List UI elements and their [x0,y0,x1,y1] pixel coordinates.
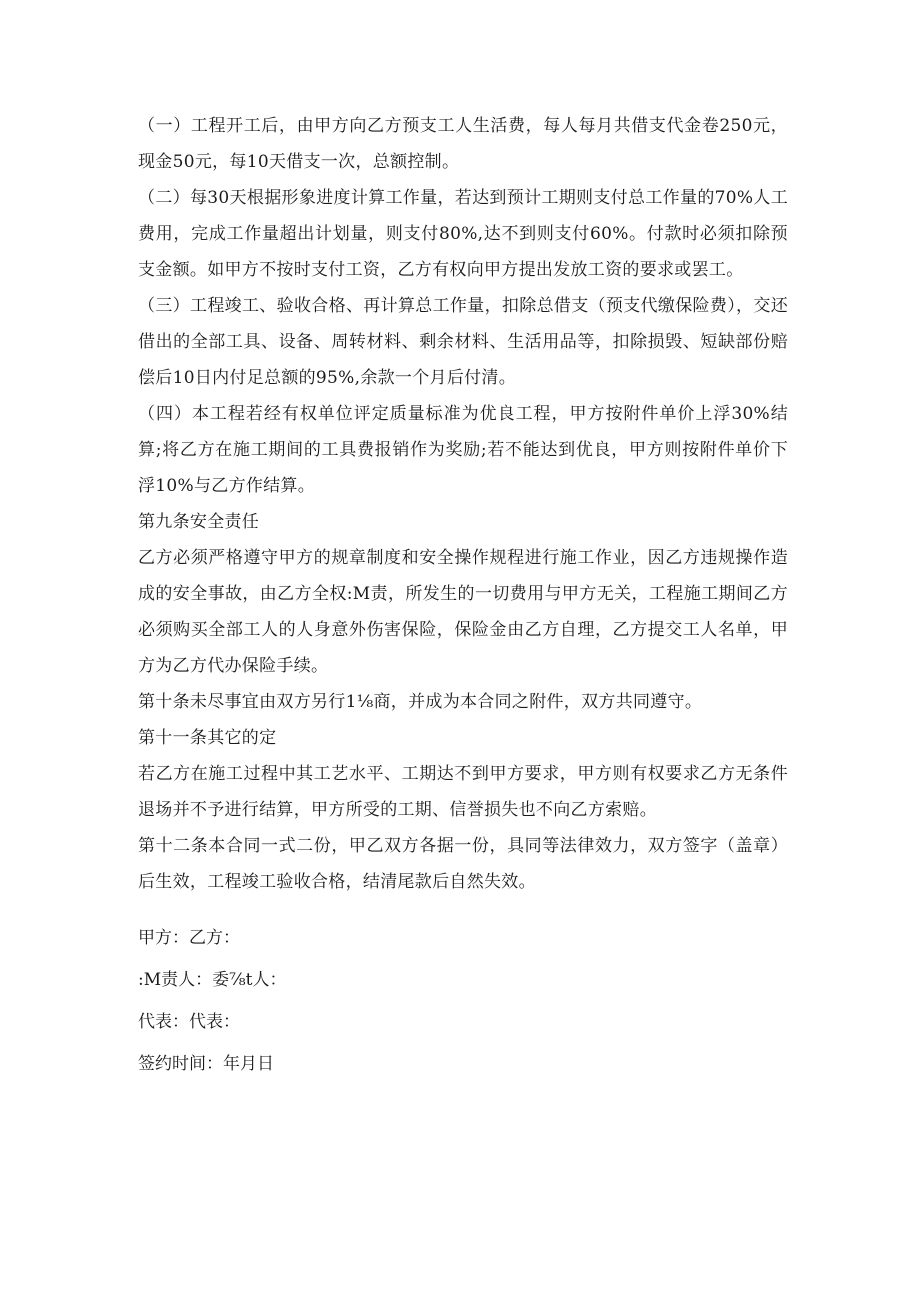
signature-representatives: 代表：代表： [138,1012,240,1032]
paragraph-quality-bonus: （四）本工程若经有权单位评定质量标准为优良工程，甲方按附件单价上浮30%结算;将乙方在施工期间的工具费报销作为奖励;若不能达到优良，甲方则按附件单价下浮10%与乙方作结算。 [138,404,788,496]
paragraph-other-terms: 若乙方在施工过程中其工艺水平、工期达不到甲方要求，甲方则有权要求乙方无条件退场并不予进行结算，甲方所受的工期、信誉损失也不向乙方索赔。 [138,764,788,820]
signature-parties: 甲方：乙方： [138,928,240,948]
article-10-text: 第十条未尽事宜由双方另行1⅛商，并成为本合同之附件，双方共同遵守。 [138,692,703,712]
article-9-heading: 第九条安全责任 [138,512,260,532]
paragraph-advance-living-expenses: （一）工程开工后，由甲方向乙方预支工人生活费，每人每月共借支代金卷250元，现金50元，每10天借支一次，总额控制。 [138,116,788,172]
article-11-heading: 第十一条其它的定 [138,728,277,748]
article-12-text: 第十二条本合同一式二份，甲乙双方各据一份，具同等法律效力，双方签字（盖章）后生效，工程竣工验收合格，结清尾款后自然失效。 [138,836,788,892]
signature-date: 签约时间：年月日 [138,1054,274,1074]
contract-page [138,108,788,1088]
paragraph-completion-settlement: （三）工程竣工、验收合格、再计算总工作量，扣除总借支（预支代缴保险费），交还借出的全部工具、设备、周转材料、剩余材料、生活用品等，扣除损毁、短缺部份赔偿后10日内付足总额的95%,余款一个月后付清。 [138,296,788,388]
signature-responsible-persons: :M责人：委⅞t人： [138,970,287,990]
paragraph-safety-responsibility: 乙方必须严格遵守甲方的规章制度和安全操作规程进行施工作业，因乙方违规操作造成的安全事故，由乙方全权:M责，所发生的一切费用与甲方无关，工程施工期间乙方必须购买全部工人的人身意外伤害保险，保险金由乙方自理，乙方提交工人名单，甲方为乙方代办保险手续。 [138,548,788,676]
paragraph-workload-payment: （二）每30天根据形象进度计算工作量，若达到预计工期则支付总工作量的70%人工费用，完成工作量超出计划量，则支付80%,达不到则支付60%。付款时必须扣除预支金额。如甲方不按时支付工资，乙方有权向甲方提出发放工资的要求或罢工。 [138,188,788,280]
spacer [138,900,788,920]
